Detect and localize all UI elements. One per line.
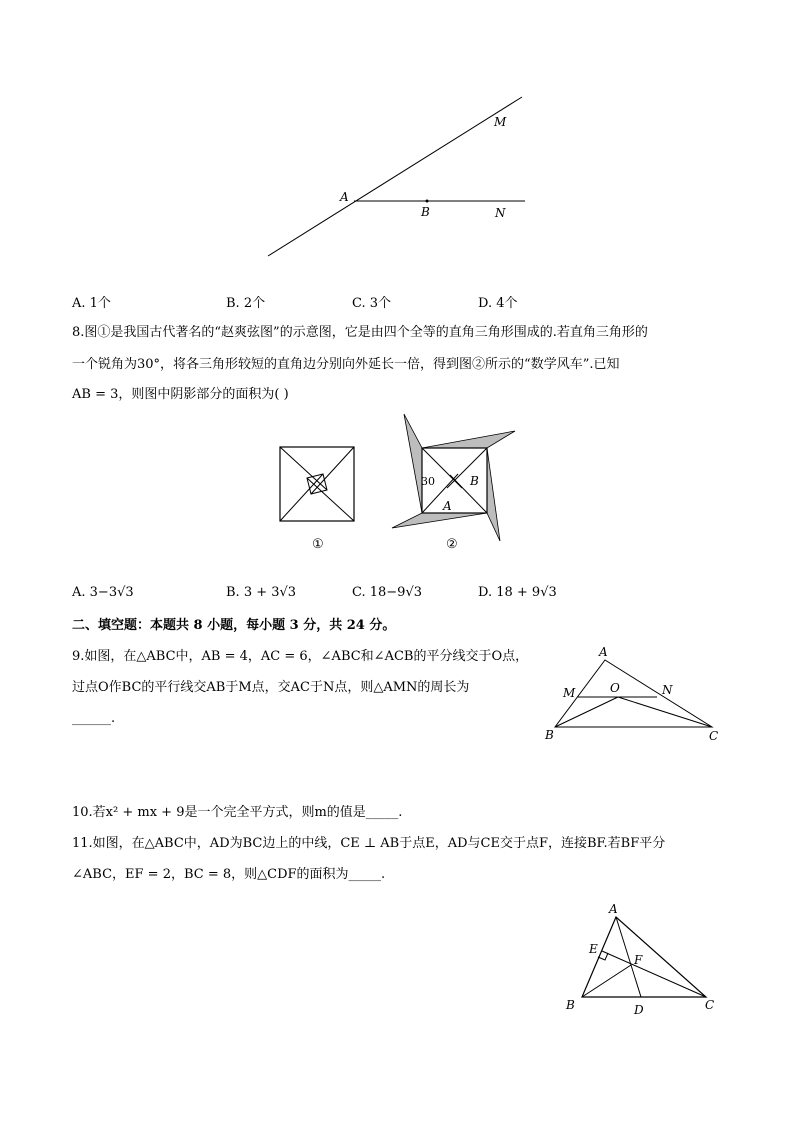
label-b: B [421,205,430,219]
q9-line-1: 9.如图，在△ABC中，AB = 4，AC = 6，∠ABC和∠ACB的平分线交于O点， [72,649,529,664]
caption-2: ② [446,537,458,552]
label-a-windmill: A [443,499,452,513]
angle-30-label: 30 [421,475,435,488]
label-b: B [545,728,554,742]
section-heading: 二、填空题：本题共 8 小题，每小题 3 分，共 24 分。 [72,618,396,633]
q8-line-2: 一个锐角为30°，将各三角形较短的直角边分别向外延长一倍，得到图②所示的“数学风车”.已知 [72,357,620,372]
label-o: O [610,681,620,695]
label-m: M [494,115,507,129]
q9-line-2: 过点O作BC的平行线交AB于M点，交AC于N点，则△AMN的周长为 [72,680,470,695]
label-n: N [495,206,506,220]
q8-line-3: AB = 3，则图中阴影部分的面积为( ) [72,387,289,402]
label-b-11: B [566,998,575,1012]
q7-option-a: A. 1个 [72,296,111,311]
label-a: A [340,190,349,204]
q8-option-c: C. 18−9√3 [352,585,423,600]
caption-1: ① [312,537,324,552]
label-n: N [662,683,673,697]
label-a: A [599,645,608,659]
label-c-11: C [705,998,715,1012]
q10-line-1: 10.若x² + mx + 9是一个完全平方式，则m的值是_____. [72,805,403,820]
q8-option-b: B. 3 + 3√3 [226,585,297,600]
q8-option-d: D. 18 + 9√3 [478,585,557,600]
label-c: C [709,729,719,743]
q11-line-2: ∠ABC，EF = 2，BC = 8，则△CDF的面积为_____. [72,867,386,882]
label-a-11: A [609,902,618,916]
label-d-11: D [634,1003,644,1017]
label-f-11: F [634,953,643,967]
label-b-windmill: B [470,474,479,488]
q11-line-1: 11.如图，在△ABC中，AD为BC边上的中线，CE ⊥ AB于点E，AD与CE交于点F，连接BF.若BF平分 [72,836,666,851]
q7-option-c: C. 3个 [352,296,392,311]
label-e-11: E [589,942,598,956]
q8-line-1: 8.图①是我国古代著名的“赵爽弦图”的示意图，它是由四个全等的直角三角形围成的.若直角三角形的 [72,325,648,340]
q9-line-3: ______. [72,711,116,726]
label-m: M [563,686,576,700]
q8-option-a: A. 3−3√3 [72,585,134,600]
q7-option-b: B. 2个 [226,296,266,311]
q7-option-d: D. 4个 [478,296,518,311]
